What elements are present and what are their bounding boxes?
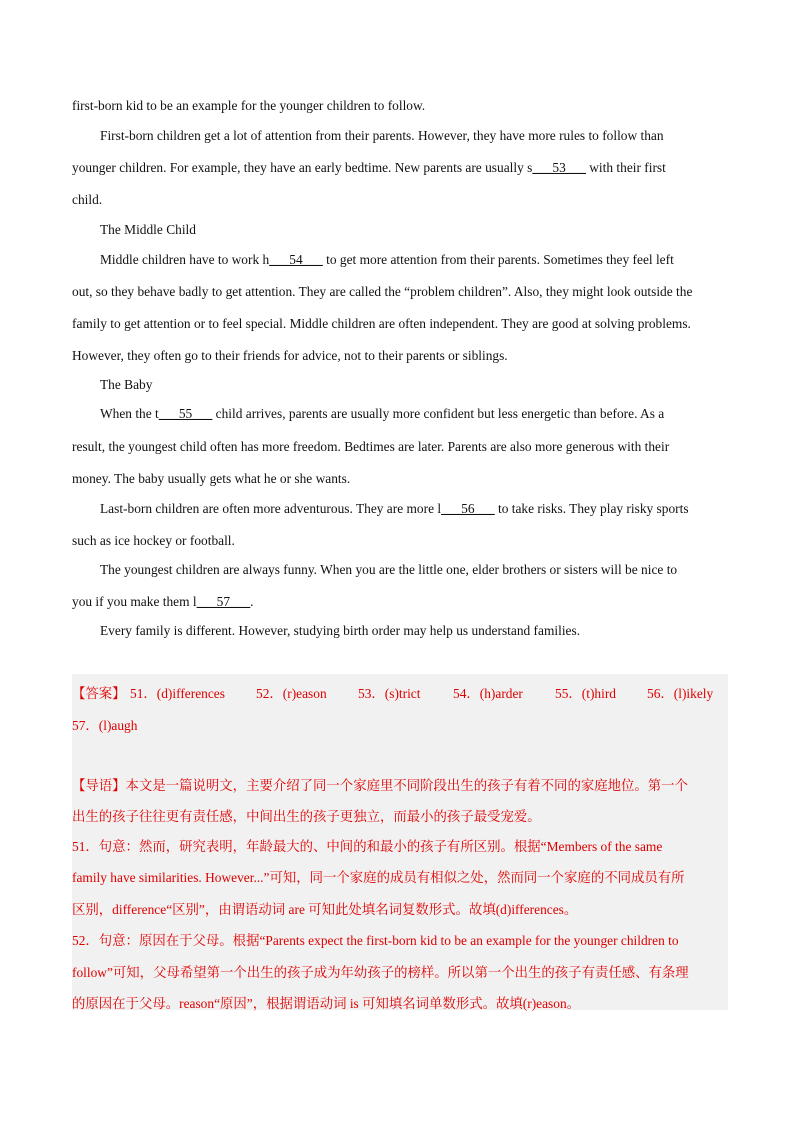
passage-line bbox=[72, 98, 728, 114]
text: family to get attention or to feel special. Middle children are often independent. They are good at solving problems. bbox=[72, 316, 691, 331]
text: with their first bbox=[585, 160, 666, 175]
explanation-51: family have similarities. However...”可知，同一个家庭的成员有相似之处，然而同一个家庭的不同成员有所 bbox=[72, 870, 685, 885]
text: such as ice hockey or football. bbox=[72, 533, 235, 548]
text: . bbox=[250, 594, 254, 609]
blank-54: ___54___ bbox=[269, 252, 323, 267]
explanation-51: 区别，difference“区别”，由谓语动词 are 可知此处填名词复数形式。故填(d)ifferences。 bbox=[72, 902, 578, 917]
blank-56: ___56___ bbox=[441, 501, 495, 516]
explanation-51: 51．句意：然而，研究表明，年龄最大的、中间的和最小的孩子有所区别。根据“Members of the same bbox=[72, 839, 663, 854]
text: When the t bbox=[100, 406, 159, 421]
answer-52: 52．(r)eason bbox=[256, 686, 327, 701]
blank-55: ___55___ bbox=[158, 406, 213, 421]
passage-line bbox=[72, 160, 728, 176]
passage-line bbox=[72, 471, 728, 487]
text: money. The baby usually gets what he or she wants. bbox=[72, 471, 351, 486]
answer-53: 53．(s)trict bbox=[358, 686, 421, 701]
answer-56: 56．(l)ikely bbox=[647, 686, 714, 701]
guide-line: 【导语】本文是一篇说明文，主要介绍了同一个家庭里不同阶段出生的孩子有着不同的家庭地位。第一个 bbox=[72, 778, 688, 793]
text: The youngest children are always funny. When you are the little one, elder brothers or sisters will be nice to bbox=[100, 562, 678, 577]
answer-57: 57．(l)augh bbox=[72, 718, 138, 733]
passage-line bbox=[100, 562, 728, 578]
passage-line bbox=[100, 252, 728, 268]
explanation-52: 的原因在于父母。reason“原因”，根据谓语动词 is 可知填名词单数形式。故填(r)eason。 bbox=[72, 996, 581, 1011]
passage-line bbox=[100, 406, 728, 422]
text: child arrives, parents are usually more confident but less energetic than before. As a bbox=[212, 406, 665, 421]
text: Middle children have to work h bbox=[100, 252, 270, 267]
text: The Baby bbox=[100, 377, 153, 392]
answer-55: 55．(t)hird bbox=[555, 686, 616, 701]
answer-label: 【答案】 bbox=[72, 686, 126, 701]
guide-line: 出生的孩子往往更有责任感，中间出生的孩子更独立，而最小的孩子最受宠爱。 bbox=[72, 809, 541, 824]
text: Every family is different. However, studying birth order may help us understand families. bbox=[100, 623, 581, 638]
passage-line bbox=[72, 594, 728, 610]
explanation-52: 52．句意：原因在于父母。根据“Parents expect the first-born kid to be an example for the younger children to bbox=[72, 933, 679, 948]
text: out, so they behave badly to get attention. They are called the “problem children”. Also, they might look outside the bbox=[72, 284, 693, 299]
text: result, the youngest child often has more freedom. Bedtimes are later. Parents are also more generous with their bbox=[72, 439, 670, 454]
passage-line bbox=[100, 501, 728, 517]
text: younger children. For example, they have an early bedtime. New parents are usually s bbox=[72, 160, 533, 175]
text: child. bbox=[72, 192, 103, 207]
text: to take risks. They play risky sports bbox=[494, 501, 689, 516]
passage-line bbox=[100, 623, 728, 639]
text: first-born kid to be an example for the younger children to follow. bbox=[72, 98, 426, 113]
text: However, they often go to their friends for advice, not to their parents or siblings. bbox=[72, 348, 508, 363]
text: The Middle Child bbox=[100, 222, 196, 237]
blank-57: ___57___ bbox=[196, 594, 251, 609]
passage-line bbox=[100, 128, 728, 144]
passage-line bbox=[72, 192, 728, 208]
text: you if you make them l bbox=[72, 594, 197, 609]
blank-53: ___53___ bbox=[532, 160, 586, 175]
explanation-52: follow”可知，父母希望第一个出生的孩子成为年幼孩子的榜样。所以第一个出生的孩子有责任感、有条理 bbox=[72, 965, 689, 980]
passage-line bbox=[72, 316, 728, 332]
text: to get more attention from their parents. Sometimes they feel left bbox=[322, 252, 674, 267]
section-heading-middle-child bbox=[100, 222, 728, 238]
answer-51: 51．(d)ifferences bbox=[130, 686, 225, 701]
passage-line bbox=[72, 284, 728, 300]
passage-line bbox=[72, 348, 728, 364]
passage-line bbox=[72, 533, 728, 549]
text: Last-born children are often more adventurous. They are more l bbox=[100, 501, 442, 516]
section-heading-baby bbox=[100, 377, 728, 393]
text: First-born children get a lot of attention from their parents. However, they have more rules to follow than bbox=[100, 128, 664, 143]
answer-54: 54．(h)arder bbox=[453, 686, 523, 701]
passage-line bbox=[72, 439, 728, 455]
